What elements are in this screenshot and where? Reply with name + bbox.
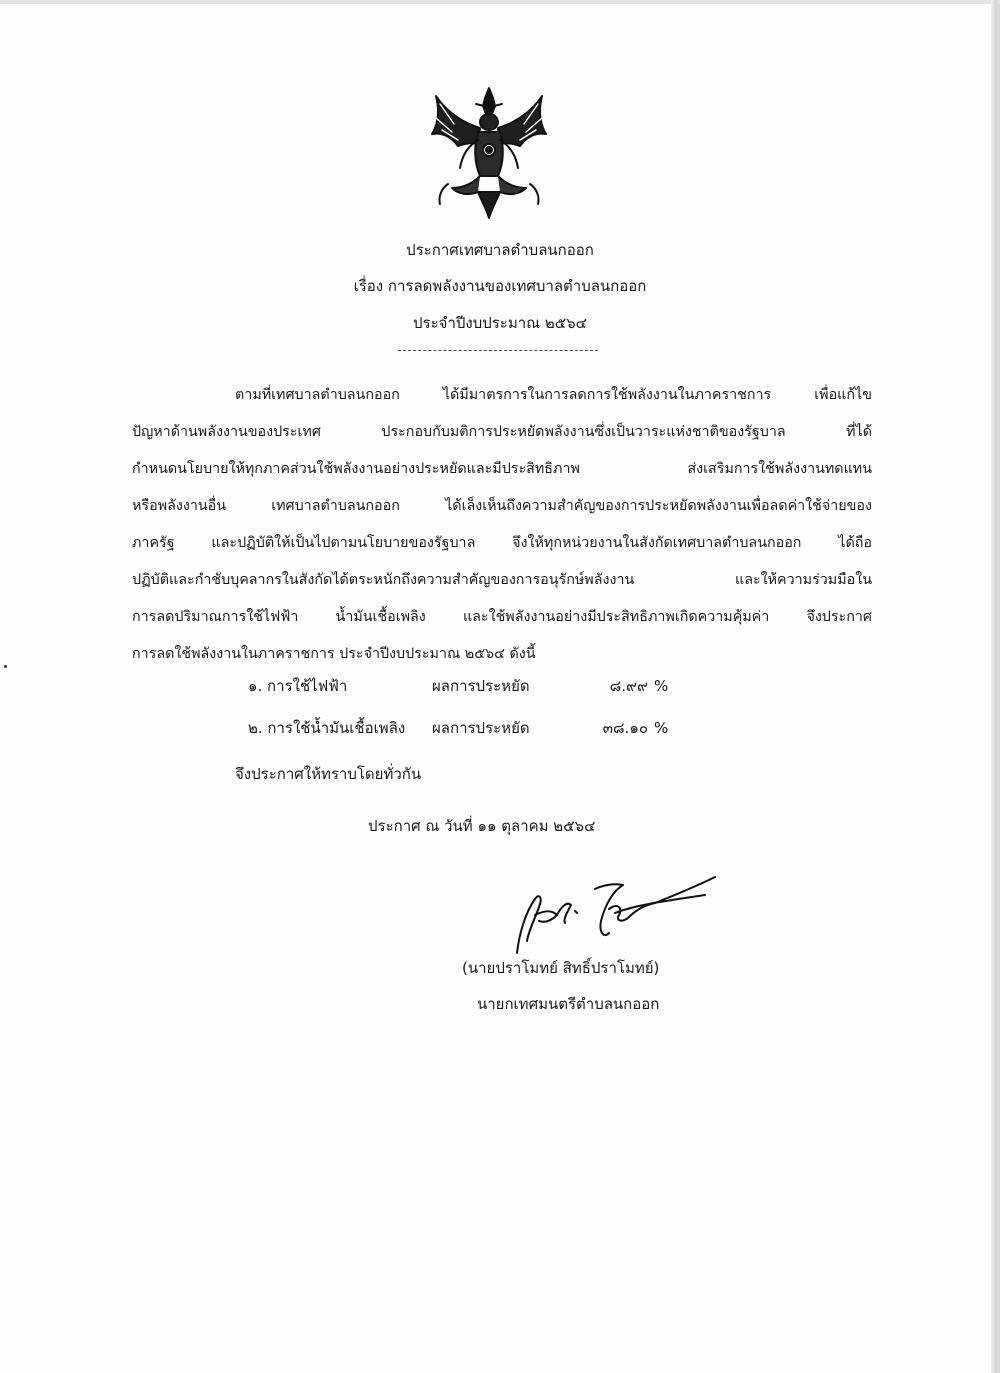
item-electricity-result-label: ผลการประหยัด	[432, 677, 530, 695]
item-fuel-result-label: ผลการประหยัด	[432, 719, 530, 737]
item-electricity-unit: %	[654, 677, 669, 695]
body-line: กำหนดนโยบายให้ทุกภาคส่วนใช้พลังงานอย่างประหยัดและมีประสิทธิภาพ ส่งเสริมการใช้พลังงานทดแทน	[132, 461, 872, 477]
body-line: ภาครัฐ และปฏิบัติให้เป็นไปตามนโยบายของรัฐบาล จึงให้ทุกหน่วยงานในสังกัดเทศบาลตำบลนกออก ได้ถือ	[132, 535, 872, 551]
scan-edge-top	[0, 0, 1000, 4]
body-line: หรือพลังงานอื่น เทศบาลตำบลนกออก ได้เล็งเห็นถึงความสำคัญของการประหยัดพลังงานเพื่อลดค่าใช้จ่ายของ	[132, 498, 872, 514]
fiscal-year: ประจำปีงบประมาณ ๒๕๖๔	[413, 314, 587, 332]
header-divider	[398, 350, 598, 351]
closing-statement: จึงประกาศให้ทราบโดยทั่วกัน	[235, 765, 422, 783]
scan-speck	[4, 665, 7, 668]
item-fuel-value: ๓๘.๑๐	[602, 719, 648, 737]
garuda-emblem-icon	[428, 84, 550, 222]
announcement-title: ประกาศเทศบาลตำบลนกออก	[406, 241, 594, 259]
body-line: ปัญหาด้านพลังงานของประเทศ ประกอบกับมติการประหยัดพลังงานซึ่งเป็นวาระแห่งชาติของรัฐบาล ที่ได้	[132, 424, 872, 440]
announcement-subject: เรื่อง การลดพลังงานของเทศบาลตำบลนกออก	[353, 277, 647, 295]
handwritten-signature	[505, 855, 720, 965]
body-line: ตามที่เทศบาลตำบลนกออก ได้มีมาตรการในการลดการใช้พลังงานในภาคราชการ เพื่อแก้ไข	[235, 387, 872, 403]
item-electricity-label: ๑. การใช้ไฟฟ้า	[248, 677, 348, 695]
announcement-date: ประกาศ ณ วันที่ ๑๑ ตุลาคม ๒๕๖๔	[368, 817, 596, 835]
body-line: การลดใช้พลังงานในภาคราชการ ประจำปีงบประมาณ ๒๕๖๔ ดังนี้	[132, 646, 536, 662]
signer-name: (นายปราโมทย์ สิทธิ์ปราโมทย์)	[462, 959, 660, 977]
item-fuel-unit: %	[654, 719, 669, 737]
signer-title: นายกเทศมนตรีตำบลนกออก	[477, 995, 660, 1013]
body-line: ปฏิบัติและกำชับบุคลากรในสังกัดได้ตระหนักถึงความสำคัญของการอนุรักษ์พลังงาน และให้ความร่วมมือใน	[132, 572, 872, 588]
body-line: การลดปริมาณการใช้ไฟฟ้า น้ำมันเชื้อเพลิง และใช้พลังงานอย่างมีประสิทธิภาพเกิดความคุ้มค่า จึงประกาศ	[132, 609, 872, 625]
scan-edge-right	[991, 0, 997, 1373]
item-fuel-label: ๒. การใช้น้ำมันเชื้อเพลิง	[248, 719, 406, 737]
item-electricity-value: ๘.๙๙	[609, 677, 648, 695]
